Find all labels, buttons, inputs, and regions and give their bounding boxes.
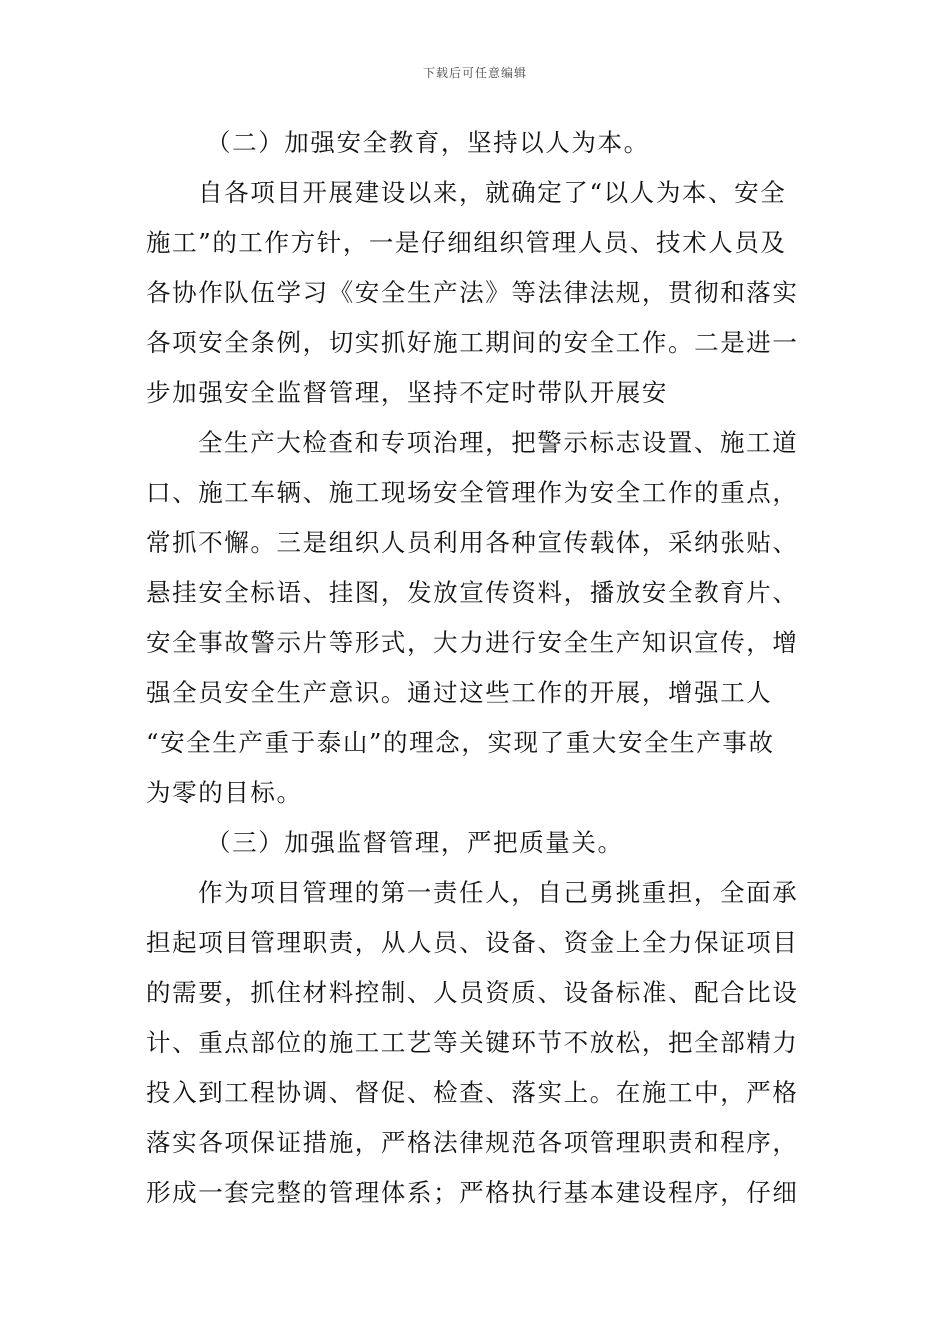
text-line: 投入到工程协调、督促、检查、落实上。在施工中，严格	[146, 1078, 799, 1107]
text-line: 各协作队伍学习《安全生产法》等法律法规，贯彻和落实	[146, 278, 799, 307]
paragraph	[146, 868, 806, 1218]
text-line: 为零的目标。	[146, 778, 303, 807]
text-line: “安全生产重于泰山”的理念，实现了重大安全生产事故	[146, 728, 775, 757]
text-line: 作为项目管理的第一责任人，自己勇挑重担，全面承	[198, 878, 799, 907]
text-line: 落实各项保证措施，严格法律规范各项管理职责和程序，	[146, 1128, 799, 1157]
text-line: 各项安全条例，切实抓好施工期间的安全工作。二是进一	[146, 328, 799, 357]
text-line: 形成一套完整的管理体系；严格执行基本建设程序，仔细	[146, 1178, 799, 1207]
text-line: 担起项目管理职责，从人员、设备、资金上全力保证项目	[146, 928, 799, 957]
section-heading-2	[146, 118, 806, 168]
text-line: 步加强安全监督管理，坚持不定时带队开展安	[146, 378, 668, 407]
paragraph	[146, 418, 806, 818]
text-line: 口、施工车辆、施工现场安全管理作为安全工作的重点，	[146, 478, 799, 507]
text-line: 悬挂安全标语、挂图，发放宣传资料，播放安全教育片、	[146, 578, 799, 607]
text-line: 施工”的工作方针，一是仔细组织管理人员、技术人员及	[146, 228, 787, 257]
document-body	[146, 118, 806, 1218]
text-line: 安全事故警示片等形式，大力进行安全生产知识宣传，增	[146, 628, 799, 657]
text-line: 全生产大检查和专项治理，把警示标志设置、施工道	[198, 428, 799, 457]
text-line: （二）加强安全教育，坚持以人为本。	[206, 128, 650, 157]
text-line: 常抓不懈。三是组织人员利用各种宣传载体，采纳张贴、	[146, 528, 799, 557]
paragraph	[146, 168, 806, 418]
text-line: （三）加强监督管理，严把质量关。	[206, 828, 624, 857]
page-header: 下载后可任意编辑	[422, 66, 527, 80]
text-line: 计、重点部位的施工工艺等关键环节不放松，把全部精力	[146, 1028, 799, 1057]
text-line: 的需要，抓住材料控制、人员资质、设备标准、配合比设	[146, 978, 799, 1007]
text-line: 自各项目开展建设以来，就确定了“以人为本、安全	[198, 178, 787, 207]
text-line: 强全员安全生产意识。通过这些工作的开展，增强工人	[146, 678, 773, 707]
section-heading-3	[146, 818, 806, 868]
